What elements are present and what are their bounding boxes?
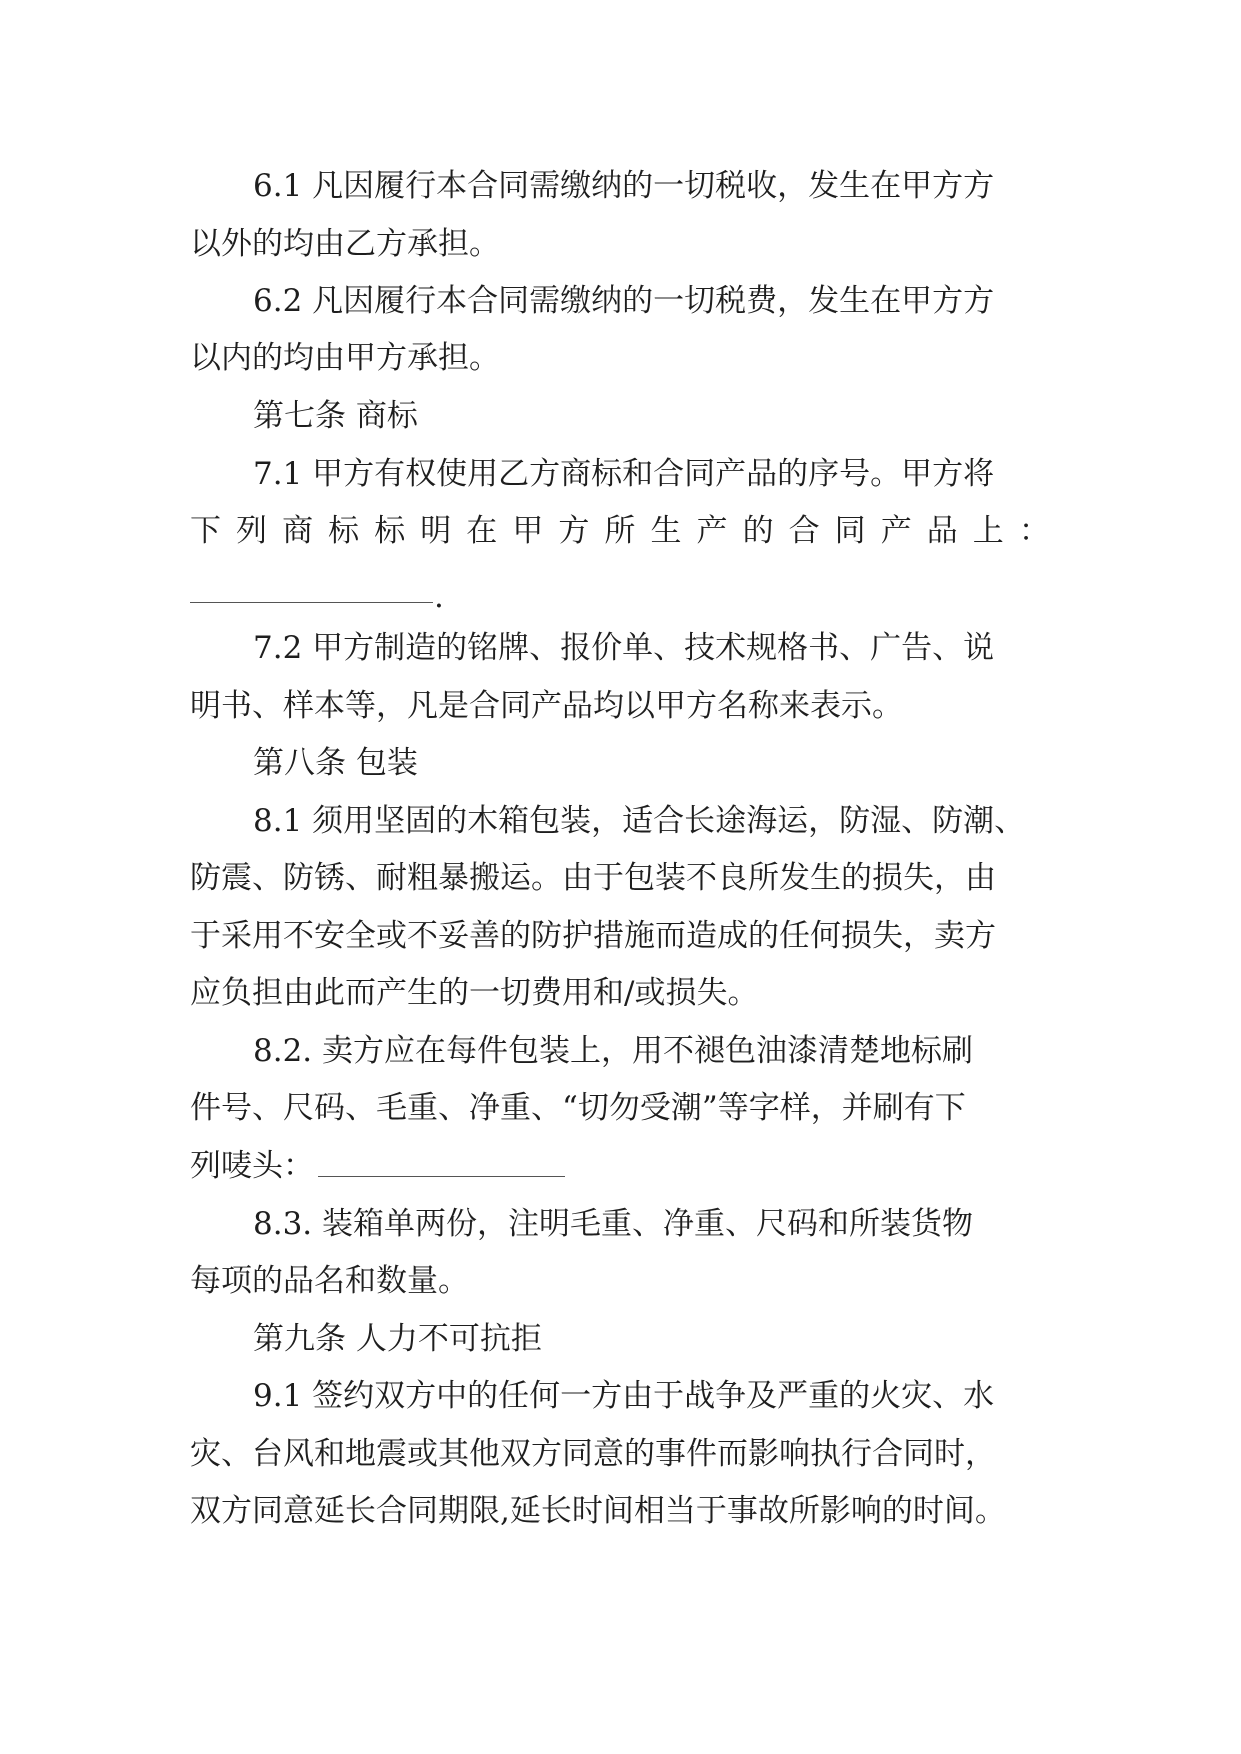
paragraph-6-1-line-1: 6.1 凡因履行本合同需缴纳的一切税收，发生在甲方方 [253, 168, 995, 204]
paragraph-6-1-line-2: 以外的均由乙方承担。 [190, 226, 500, 262]
paragraph-8-3-line-2: 每项的品名和数量。 [190, 1263, 469, 1299]
article-9-heading: 第九条 人力不可抗拒 [253, 1321, 542, 1357]
paragraph-9-1-line-3: 双方同意延长合同期限,延长时间相当于事故所影响的时间。 [190, 1493, 1006, 1529]
paragraph-6-2-line-1: 6.2 凡因履行本合同需缴纳的一切税费，发生在甲方方 [253, 283, 995, 319]
paragraph-8-1-line-4: 应负担由此而产生的一切费用和/或损失。 [190, 975, 759, 1011]
paragraph-7-2-line-2: 明书、样本等，凡是合同产品均以甲方名称来表示。 [190, 688, 903, 724]
trademark-blank-line [190, 602, 433, 603]
article-8-heading: 第八条 包装 [253, 745, 418, 781]
paragraph-8-3-line-1: 8.3. 装箱单两份，注明毛重、净重、尺码和所装货物 [253, 1206, 974, 1242]
paragraph-8-2-line-2: 件号、尺码、毛重、净重、“切勿受潮”等字样，并刷有下 [190, 1090, 966, 1126]
trademark-blank-period: . [434, 579, 444, 615]
paragraph-8-1-line-2: 防震、防锈、耐粗暴搬运。由于包装不良所发生的损失，由 [190, 860, 996, 896]
article-7-heading: 第七条 商标 [253, 398, 418, 434]
paragraph-7-1-line-1: 7.1 甲方有权使用乙方商标和合同产品的序号。甲方将 [253, 456, 995, 492]
paragraph-8-1-line-1: 8.1 须用坚固的木箱包装，适合长途海运，防湿、防潮、 [253, 803, 1026, 839]
paragraph-7-2-line-1: 7.2 甲方制造的铭牌、报价单、技术规格书、广告、说 [253, 630, 995, 666]
paragraph-9-1-line-1: 9.1 签约双方中的任何一方由于战争及严重的火灾、水 [253, 1378, 995, 1414]
paragraph-7-1-line-2: 下 列 商 标 标 明 在 甲 方 所 生 产 的 合 同 产 品 上 ： [190, 513, 1050, 549]
shipping-mark-blank-line [318, 1176, 565, 1177]
paragraph-9-1-line-2: 灾、台风和地震或其他双方同意的事件而影响执行合同时， [190, 1436, 996, 1472]
paragraph-8-1-line-3: 于采用不安全或不妥善的防护措施而造成的任何损失，卖方 [190, 918, 996, 954]
paragraph-8-2-line-1: 8.2. 卖方应在每件包装上，用不褪色油漆清楚地标刷 [253, 1033, 974, 1069]
paragraph-6-2-line-2: 以内的均由甲方承担。 [190, 340, 500, 376]
paragraph-8-2-line-3: 列唛头： [190, 1148, 314, 1184]
